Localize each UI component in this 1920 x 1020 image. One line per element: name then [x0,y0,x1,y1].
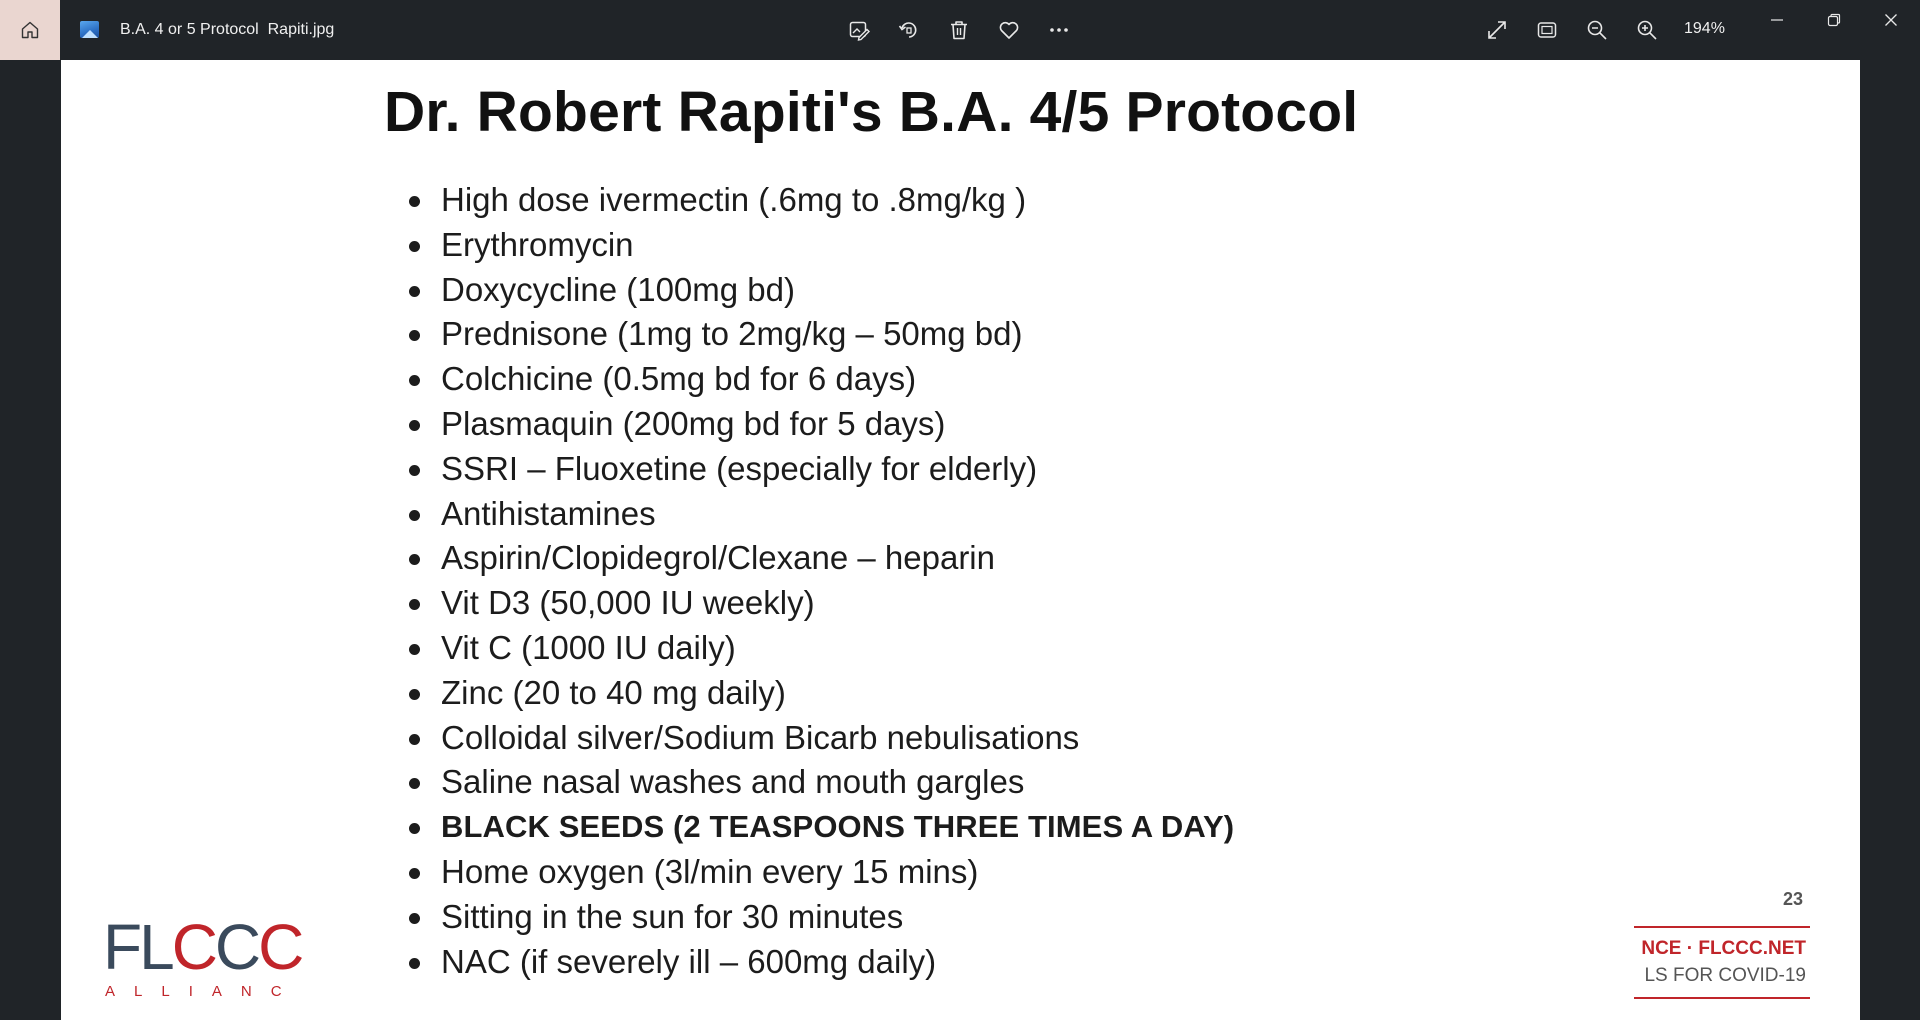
list-item [409,402,1509,447]
list-item [409,626,1509,671]
list-item-text: High dose ivermectin (.6mg to .8mg/kg ) [441,181,1027,218]
fit-to-window-button[interactable] [1532,15,1562,45]
list-item [409,357,1509,402]
list-item [409,940,1509,985]
bullet-icon [409,375,420,386]
favorite-button[interactable] [994,15,1024,45]
list-item [409,178,1509,223]
list-item [409,447,1509,492]
rotate-icon [898,19,920,41]
list-item [409,760,1509,805]
slide-title: Dr. Robert Rapiti's B.A. 4/5 Protocol [384,80,1359,144]
list-item-text: Vit C (1000 IU daily) [441,628,736,666]
bullet-icon [409,241,420,252]
logo-fl: FL [103,911,172,983]
list-item [409,223,1509,268]
zoom-in-button[interactable] [1632,15,1662,45]
bullet-icon [409,689,420,700]
list-item-text: Plasmaquin (200mg bd for 5 days) [441,404,946,442]
close-button[interactable] [1871,5,1911,35]
more-options-icon [1048,19,1070,41]
bullet-icon [409,644,420,655]
zoom-in-icon [1636,19,1658,41]
list-item-text: Erythromycin [441,225,634,263]
footer-line1-prefix: NCE · [1641,938,1699,959]
bullet-icon [409,196,420,207]
zoom-level[interactable]: 194% [1684,20,1725,37]
bullet-icon [409,330,420,341]
footer-tagline: LS FOR COVID-19 [1644,965,1806,986]
slide-page-number: 23 [1783,889,1804,909]
restore-icon [1827,13,1841,27]
more-options-button[interactable] [1044,15,1074,45]
minimize-button[interactable] [1757,5,1797,35]
logo-wordmark [103,911,302,983]
list-item-text: Zinc (20 to 40 mg daily) [441,673,786,711]
bullet-icon [409,913,420,924]
file-name: B.A. 4 or 5 Protocol Rapiti.jpg [120,21,335,38]
list-item-text: Aspirin/Clopidegrol/Clexane – heparin [441,539,995,577]
flccc-logo [103,911,302,1015]
bullet-icon [409,554,420,565]
bullet-icon [409,510,420,521]
logo-c: C [214,911,259,983]
list-item [409,805,1509,850]
logo-c: C [258,911,302,983]
image-viewport[interactable] [0,60,1920,1020]
footer-line1-site: FLCCC.NET [1698,938,1806,959]
favorite-icon [998,19,1020,41]
list-item [409,312,1509,357]
footer-band [1634,926,1810,1001]
logo-subtitle: ALLIANC [105,983,301,1000]
title-bar [0,0,1920,60]
list-item-text: Colchicine (0.5mg bd for 6 days) [441,360,917,398]
close-icon [1884,13,1898,27]
footer-website [1641,938,1806,960]
delete-icon [948,19,970,41]
footer-rule-bottom [1634,997,1810,999]
bullet-icon [409,868,420,879]
bullet-icon [409,778,420,789]
list-item-text: Colloidal silver/Sodium Bicarb nebulisations [441,718,1080,756]
list-item-text: SSRI – Fluoxetine (especially for elderly) [441,449,1038,487]
footer-rule-top [1634,926,1810,928]
list-item [409,895,1509,940]
list-item [409,268,1509,313]
list-item-text: Home oxygen (3l/min every 15 mins) [441,852,979,890]
rotate-button[interactable] [894,15,924,45]
list-item-text: Antihistamines [441,494,656,532]
list-item-text: Prednisone (1mg to 2mg/kg – 50mg bd) [441,315,1023,353]
displayed-image [61,60,1860,1020]
fullscreen-icon [1486,19,1508,41]
bullet-icon [409,958,420,969]
list-item [409,716,1509,761]
minimize-icon [1770,13,1784,27]
list-item-text: BLACK SEEDS (2 TEASPOONS THREE TIMES A DAY) [441,809,1235,845]
delete-button[interactable] [944,15,974,45]
home-icon [20,20,40,40]
bullet-icon [409,465,420,476]
fit-to-window-icon [1536,19,1558,41]
home-button[interactable] [0,0,60,60]
list-item [409,850,1509,895]
bullet-icon [409,734,420,745]
protocol-list [409,178,1509,984]
edit-image-button[interactable] [844,15,874,45]
zoom-out-button[interactable] [1582,15,1612,45]
list-item [409,536,1509,581]
edit-image-icon [848,19,870,41]
restore-button[interactable] [1814,5,1854,35]
list-item [409,671,1509,716]
list-item-text: NAC (if severely ill – 600mg daily) [441,942,937,980]
list-item-text: Doxycycline (100mg bd) [441,270,795,308]
fullscreen-button[interactable] [1482,15,1512,45]
list-item-text: Vit D3 (50,000 IU weekly) [441,584,815,622]
list-item-text: Sitting in the sun for 30 minutes [441,897,904,935]
bullet-icon [409,599,420,610]
list-item [409,492,1509,537]
image-file-icon [80,21,99,38]
logo-c: C [171,911,215,983]
list-item-text: Saline nasal washes and mouth gargles [441,763,1025,801]
bullet-icon [409,823,420,834]
zoom-out-icon [1586,19,1608,41]
bullet-icon [409,286,420,297]
list-item [409,581,1509,626]
bullet-icon [409,420,420,431]
